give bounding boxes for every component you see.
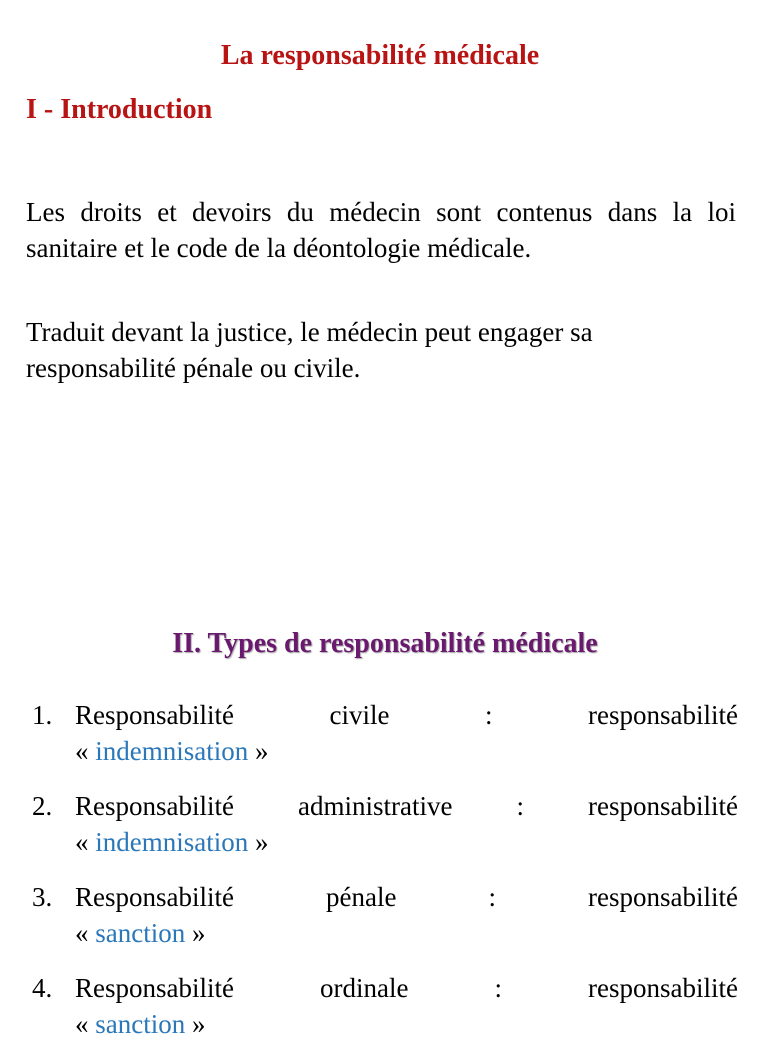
list-item-number: 2. — [32, 791, 53, 821]
list-item-line — [75, 1006, 738, 1042]
open-quote: « — [75, 736, 96, 766]
list-item-term: sanction — [95, 918, 186, 948]
close-quote: » — [185, 1009, 206, 1039]
list-item — [26, 879, 738, 951]
list-item-word: responsabilité — [588, 791, 738, 821]
close-quote: » — [248, 736, 269, 766]
list-item-number: 4. — [32, 973, 53, 1003]
list-item — [26, 697, 738, 769]
list-item-line — [75, 788, 738, 824]
open-quote: « — [75, 1009, 96, 1039]
list-item-word: pénale — [326, 882, 397, 912]
open-quote: « — [75, 918, 96, 948]
open-quote: « — [75, 827, 96, 857]
list-item-word: administrative — [298, 791, 453, 821]
list-item-word: responsabilité — [588, 882, 738, 912]
close-quote: » — [248, 827, 269, 857]
close-quote: » — [185, 918, 206, 948]
intro-paragraph: Les droits et devoirs du médecin sont contenus dans la loi sanitaire et le code de la déontologie médicale. — [26, 197, 736, 263]
list-item-line — [75, 697, 738, 733]
list-item-line — [75, 824, 738, 860]
list-item-colon: : — [488, 882, 496, 912]
list-item-term: indemnisation — [95, 736, 249, 766]
list-item-number: 1. — [32, 700, 53, 730]
list-item-line — [75, 733, 738, 769]
list-item-term: sanction — [95, 1009, 186, 1039]
list-item-word: Responsabilité — [75, 791, 234, 821]
document-title: La responsabilité médicale — [220, 40, 540, 71]
list-item-colon: : — [485, 700, 493, 730]
list-item-word: Responsabilité — [75, 882, 234, 912]
list-item — [26, 970, 738, 1042]
list-item-number: 3. — [32, 882, 53, 912]
list-item-term: indemnisation — [95, 827, 249, 857]
list-item-word: responsabilité — [588, 700, 738, 730]
list-item-line — [75, 915, 738, 951]
list-item-word: civile — [329, 700, 390, 730]
list-item-word: Responsabilité — [75, 700, 234, 730]
list-item — [26, 788, 738, 860]
list-item-word: ordinale — [320, 973, 409, 1003]
responsibility-types-list — [26, 697, 738, 1061]
section-heading-introduction: I - Introduction — [26, 94, 213, 125]
list-item-colon: : — [494, 973, 502, 1003]
list-item-word: responsabilité — [588, 973, 738, 1003]
list-item-line — [75, 879, 738, 915]
intro-paragraph: Traduit devant la justice, le médecin peut engager sa responsabilité pénale ou civile. — [26, 317, 593, 383]
list-item-line — [75, 970, 738, 1006]
section-heading-types: II. Types de responsabilité médicale — [172, 628, 598, 659]
list-item-colon: : — [516, 791, 524, 821]
list-item-word: Responsabilité — [75, 973, 234, 1003]
